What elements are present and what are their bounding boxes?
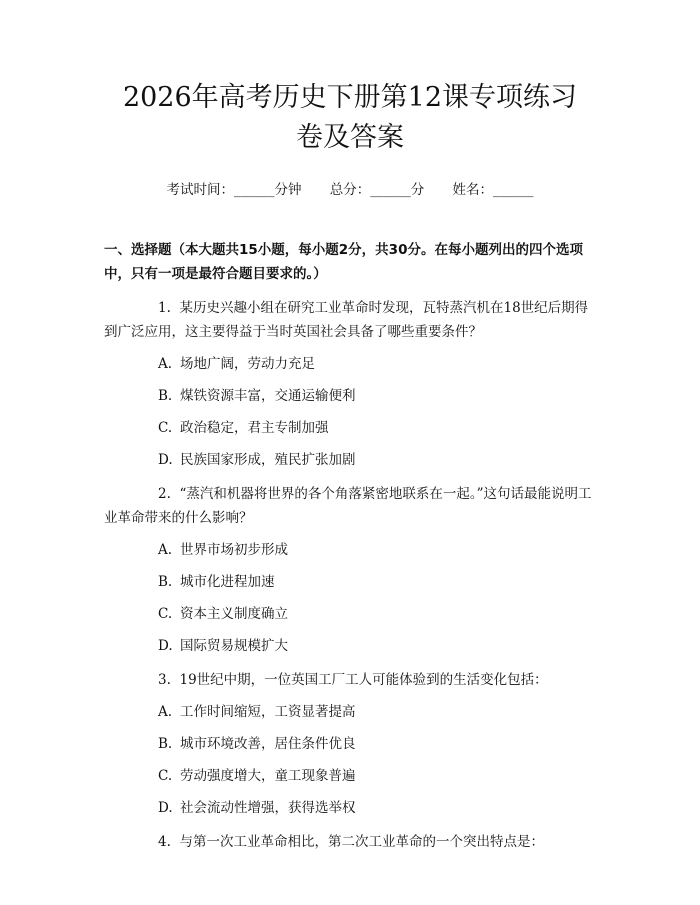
exam-meta xyxy=(104,180,596,200)
option-text: 世界市场初步形成 xyxy=(180,542,288,558)
option-key: A. xyxy=(158,542,173,558)
question-text: 某历史兴趣小组在研究工业革命时发现，瓦特蒸汽机在18世纪后期得到广泛应用，这主要得益于当时英国社会具备了哪些重要条件？ xyxy=(104,300,589,340)
option-a xyxy=(104,538,596,562)
option-key: C. xyxy=(158,420,173,436)
document-title: 2026年高考历史下册第12课专项练习卷及答案 xyxy=(122,82,578,153)
option-text: 场地广阔，劳动力充足 xyxy=(180,356,315,372)
option-key: A. xyxy=(158,704,173,720)
option-text: 城市环境改善，居住条件优良 xyxy=(180,736,356,752)
question-text: 与第一次工业革命相比，第二次工业革命的一个突出特点是： xyxy=(179,834,544,850)
option-d xyxy=(104,796,596,820)
student-name: 姓名：______ xyxy=(452,182,534,198)
option-text: 资本主义制度确立 xyxy=(180,606,288,622)
question-number: 3. xyxy=(158,672,171,688)
option-key: C. xyxy=(158,768,173,784)
question-text: 19世纪中期，一位英国工厂工人可能体验到的生活变化包括： xyxy=(179,672,548,688)
question-text: “蒸汽和机器将世界的各个角落紧密地联系在一起。”这句话最能说明工业革命带来的什么影响？ xyxy=(104,486,592,526)
option-c xyxy=(104,764,596,788)
option-b xyxy=(104,384,596,408)
question-number: 2. xyxy=(158,486,171,502)
option-text: 劳动强度增大，童工现象普遍 xyxy=(180,768,356,784)
option-b xyxy=(104,732,596,756)
option-key: B. xyxy=(158,574,173,590)
exam-time: 考试时间：______分钟 xyxy=(166,182,302,198)
option-b xyxy=(104,570,596,594)
option-key: A. xyxy=(158,356,173,372)
option-text: 政治稳定，君主专制加强 xyxy=(180,420,329,436)
option-text: 社会流动性增强，获得选举权 xyxy=(180,800,356,816)
option-a xyxy=(104,352,596,376)
option-c xyxy=(104,602,596,626)
option-text: 工作时间缩短，工资显著提高 xyxy=(180,704,356,720)
option-text: 城市化进程加速 xyxy=(180,574,275,590)
option-d xyxy=(104,448,596,472)
question-2 xyxy=(104,482,596,530)
option-key: B. xyxy=(158,388,173,404)
option-text: 民族国家形成，殖民扩张加剧 xyxy=(180,452,356,468)
question-number: 1. xyxy=(158,300,171,316)
option-key: D. xyxy=(158,452,173,468)
option-key: D. xyxy=(158,800,173,816)
section-heading: 一、选择题（本大题共15小题，每小题2分，共30分。在每小题列出的四个选项中，只有一项是最符合题目要求的。） xyxy=(104,242,583,282)
option-d xyxy=(104,634,596,658)
option-key: B. xyxy=(158,736,173,752)
total-score: 总分：______分 xyxy=(329,182,425,198)
option-key: C. xyxy=(158,606,173,622)
question-1-options xyxy=(104,352,596,472)
option-a xyxy=(104,700,596,724)
question-number: 4. xyxy=(158,834,171,850)
option-c xyxy=(104,416,596,440)
option-text: 煤铁资源丰富，交通运输便利 xyxy=(180,388,356,404)
question-3-options xyxy=(104,700,596,820)
question-3 xyxy=(104,668,596,692)
question-1 xyxy=(104,296,596,344)
option-key: D. xyxy=(158,638,173,654)
option-text: 国际贸易规模扩大 xyxy=(180,638,288,654)
question-4 xyxy=(104,830,596,854)
question-2-options xyxy=(104,538,596,658)
